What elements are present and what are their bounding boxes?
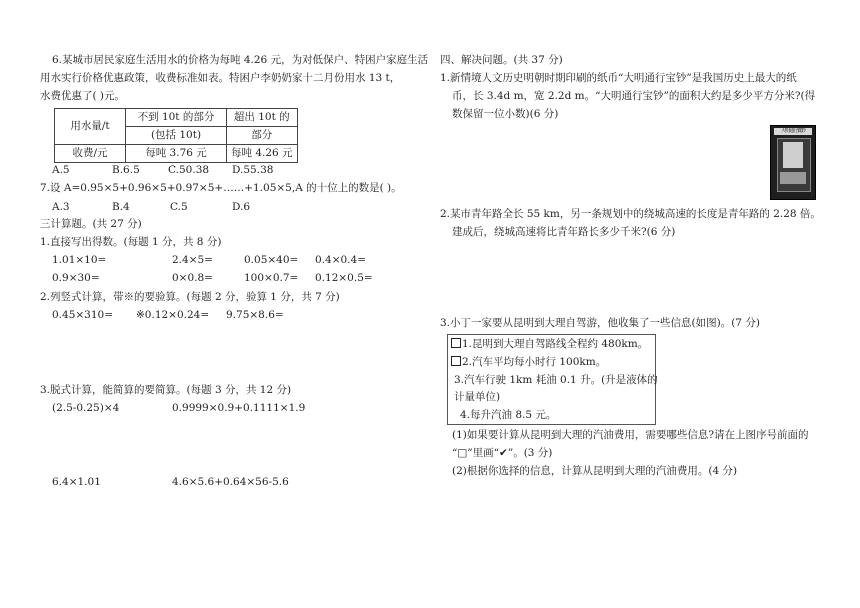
q2-line1: 2.某市青年路全长 55 km，另一条规划中的绕城高速的长度是青年路的 2.28 倍。 [440,208,821,220]
q2-line2: 建成后，绕城高速将比青年路长多少千米?(6 分) [452,226,676,238]
q1-line3: 数保留一位小数)(6 分) [452,108,559,120]
stepwise-calc-item: 0.9999×0.9+0.1111×1.9 [172,402,306,414]
q7-option: B.4 [112,201,130,213]
table-cell: 用水量/t [55,109,126,145]
q6-line3: 水费优惠了( )元。 [40,90,126,102]
table-cell: 每吨 4.26 元 [227,145,298,163]
banknote-title: 大明通行寶鈔 [774,128,812,135]
info-item-3-cont: 计量单位) [454,391,501,403]
q6-option: D.55.38 [232,164,274,176]
table-cell: 超出 10t 的 [227,109,298,127]
table-cell: (包括 10t) [126,127,227,145]
calc-item: 1.01×10= [52,254,107,266]
part1-title: 1.直接写出得数。(每题 1 分，共 8 分) [40,236,222,248]
info-item-1 [451,337,648,351]
q3-line1: 3.小丁一家要从昆明到大理自驾游，他收集了一些信息(如图)。(7 分) [440,317,760,329]
checkbox-icon[interactable] [451,356,461,366]
info-text: 1.昆明到大理自驾路线全程约 480km。 [462,338,649,350]
q6-option: C.50.38 [168,164,210,176]
section3-title: 三计算题。(共 27 分) [40,218,142,230]
info-item-3: 3.汽车行驶 1km 耗油 0.1 升。(升是液体的 [454,374,658,386]
q6-option: B.6.5 [112,164,140,176]
checkbox-icon[interactable] [451,338,461,348]
calc-item: 0.9×30= [52,272,100,284]
stepwise-calc-item: 6.4×1.01 [52,476,101,488]
calc-item: 0.05×40= [244,254,299,266]
stepwise-calc-item: (2.5-0.25)×4 [52,402,120,414]
stepwise-calc-item: 4.6×5.6+0.64×56-5.6 [172,476,289,488]
q3-sub2: (2)根据你选择的信息，计算从昆明到大理的汽油费用。(4 分) [452,465,738,477]
banknote-bottom-panel [780,172,806,184]
calc-item: 0.12×0.5= [315,272,373,284]
q6-option: A.5 [52,164,70,176]
banknote-center-panel [783,142,803,168]
q6-line1: 6.某城市居民家庭生活用水的价格为每吨 4.26 元，为对低保户、特困户家庭生活 [52,54,429,66]
part3-title: 3.脱式计算，能简算的要简算。(每题 3 分，共 12 分) [40,384,292,396]
table-cell: 部分 [227,127,298,145]
q7-option: D.6 [232,201,251,213]
info-item-4: 4.每升汽油 8.5 元。 [460,409,557,421]
q1-line2: 币，长 3.4d m，宽 2.2d m。“大明通行宝钞”的面积大约是多少平方分米?(得 [452,90,816,102]
calc-item: 0.4×0.4= [315,254,366,266]
table-cell: 收费/元 [55,145,126,163]
info-item-2 [451,355,606,369]
table-cell: 不到 10t 的部分 [126,109,227,127]
info-text: 2.汽车平均每小时行 100km。 [462,356,607,368]
water-price-table [54,108,298,163]
table-cell: 每吨 3.76 元 [126,145,227,163]
q7-text: 7.设 A=0.95×5+0.96×5+0.97×5+……+1.05×5,A 的十位上的数是( )。 [40,182,402,194]
calc-item: 2.4×5= [172,254,213,266]
q1-line1: 1.新情境人文历史明朝时期印刷的纸币“大明通行宝钞”是我国历史上最大的纸 [440,72,797,84]
calc-item: 0×0.8= [172,272,213,284]
vertical-calc-item: 0.45×310= [52,309,114,321]
vertical-calc-item: ※0.12×0.24= [136,309,210,321]
part2-title: 2.列竖式计算，带※的要验算。(每题 2 分，验算 1 分，共 7 分) [40,291,340,303]
q3-sub1-line1: (1)如果要计算从昆明到大理的汽油费用，需要哪些信息?请在上图序号前面的 [452,429,809,441]
banknote-image [770,125,816,200]
q7-option: A.3 [52,201,70,213]
vertical-calc-item: 9.75×8.6= [226,309,284,321]
calc-item: 100×0.7= [244,272,299,284]
q3-sub1-line2: “□”里画“✔”。(3 分) [452,447,553,459]
q6-line2: 用水实行价格优惠政策，收费标准如表。特困户李奶奶家十二月份用水 13 t， [40,72,401,84]
q7-option: C.5 [170,201,188,213]
section4-title: 四、解决问题。(共 37 分) [440,54,563,66]
